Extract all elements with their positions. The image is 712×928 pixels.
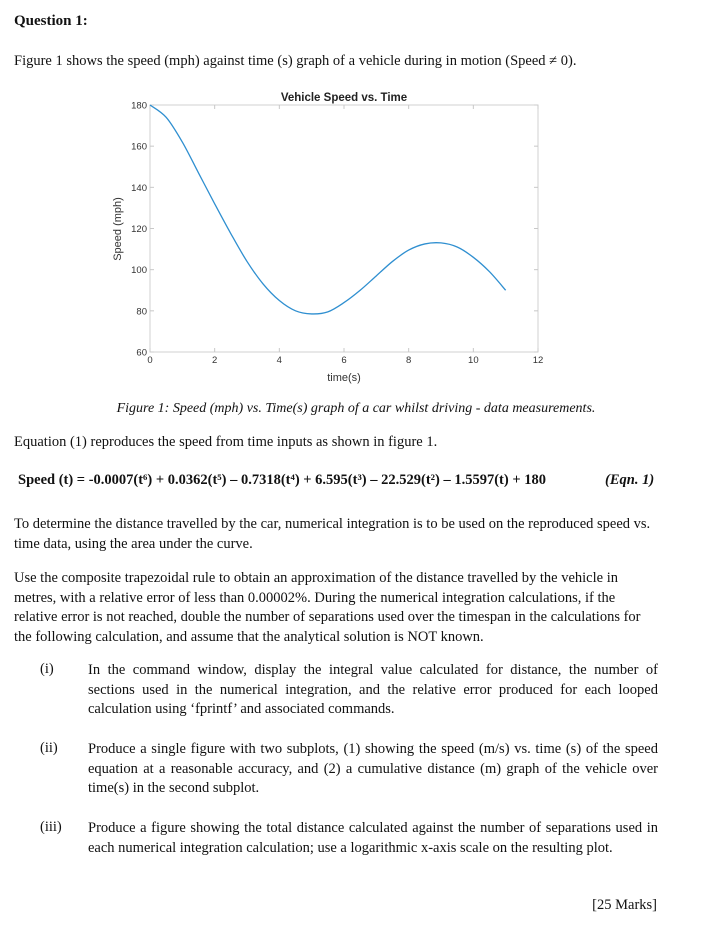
marks-label: [25 Marks] xyxy=(592,897,657,913)
figure-caption: Figure 1: Speed (mph) vs. Time(s) graph of a car whilst driving - data measurements. xyxy=(116,401,596,416)
y-tick-label: 140 xyxy=(131,182,147,194)
item-number-i: (i) xyxy=(40,661,54,677)
paragraph-instructions: Use the composite trapezoidal rule to obtain an approximation of the distance travelled by the vehicle in metres, with a relative error of less than 0.00002%. During the numerical integration calculations, if the relative error is not reached, double the number of separations used over the timespan in the calculations for the following calculation, and assume that the analytical solution is NOT known. xyxy=(14,570,641,645)
item-text-iii: Produce a figure showing the total distance calculated against the number of separations used in each numerical integration calculation; use a logarithmic x-axis scale on the resulting plot. xyxy=(88,820,658,856)
x-tick-label: 6 xyxy=(341,355,347,366)
y-tick-label: 60 xyxy=(136,347,147,359)
equation-intro: Equation (1) reproduces the speed from time inputs as shown in figure 1. xyxy=(14,434,438,450)
item-number-ii: (ii) xyxy=(40,740,58,756)
chart-title: Vehicle Speed vs. Time xyxy=(280,92,408,104)
question-title: Question 1: xyxy=(14,13,88,29)
x-tick-label: 0 xyxy=(147,355,153,366)
y-tick-label: 80 xyxy=(136,306,147,318)
x-tick-label: 2 xyxy=(212,355,218,366)
y-tick-label: 160 xyxy=(131,141,147,153)
item-number-iii: (iii) xyxy=(40,819,62,835)
item-text-i: In the command window, display the integral value calculated for distance, the number of sections used in the numerical integration, and the relative error produced for each looped calculation using ‘fprintf’ and associated commands. xyxy=(88,662,658,717)
x-tick-label: 8 xyxy=(406,355,412,366)
equation-label: (Eqn. 1) xyxy=(605,472,655,488)
y-tick-label: 180 xyxy=(131,100,147,112)
y-tick-label: 120 xyxy=(131,224,147,235)
x-tick-label: 10 xyxy=(468,355,479,366)
y-tick-label: 100 xyxy=(131,265,147,277)
speed-equation: Speed (t) = -0.0007(t⁶) + 0.0362(t⁵) – 0.7318(t⁴) + 6.595(t³) – 22.529(t²) – 1.5597(t) + 180 xyxy=(18,472,546,488)
item-text-ii: Produce a single figure with two subplots, (1) showing the speed (m/s) vs. time (s) of the speed equation at a reasonable accuracy, and (2) a cumulative distance (m) graph of the vehicle over time(s) in the second subplot. xyxy=(88,741,658,796)
speed-chart xyxy=(105,87,565,387)
paragraph-method: To determine the distance travelled by the car, numerical integration is to be used on the reproduced speed vs. time data, using the area under the curve. xyxy=(14,516,651,552)
x-tick-label: 12 xyxy=(532,355,544,366)
x-axis-label: time(s) xyxy=(327,372,361,384)
y-axis-label: Speed (mph) xyxy=(112,197,124,261)
intro-text: Figure 1 shows the speed (mph) against time (s) graph of a vehicle during in motion (Speed ≠ 0). xyxy=(14,53,577,69)
plot-area xyxy=(150,105,538,352)
x-tick-label: 4 xyxy=(276,355,282,366)
